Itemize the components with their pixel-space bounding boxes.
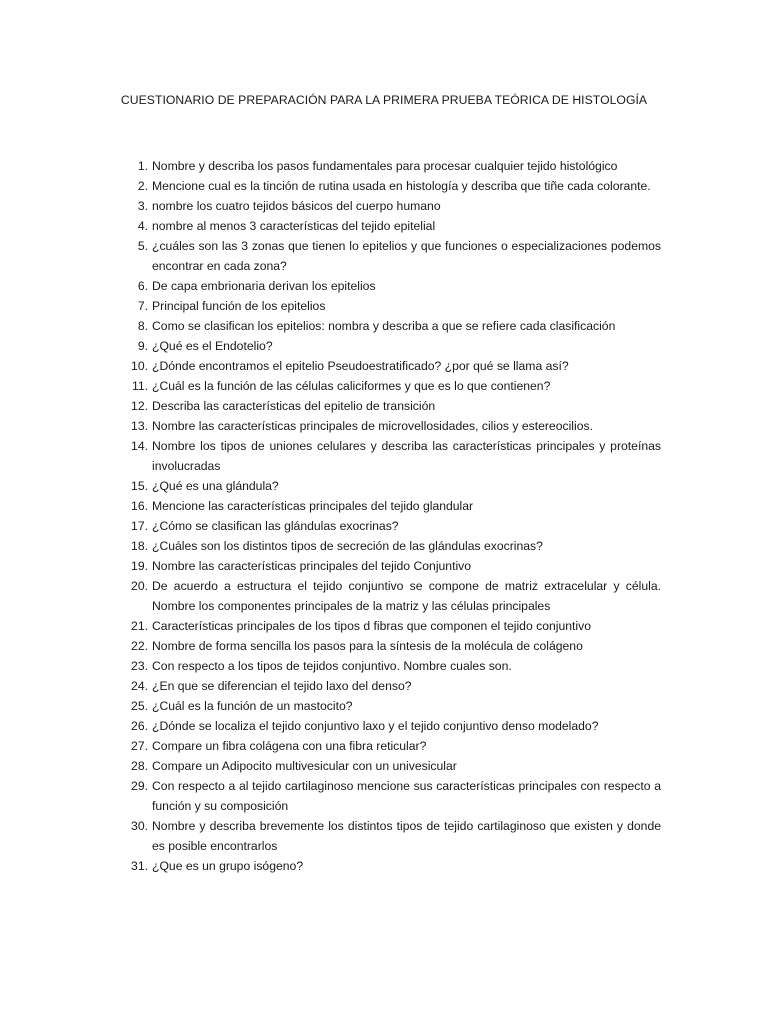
question-text: Compare un Adipocito multivesicular con un univesicular bbox=[152, 759, 457, 773]
question-number: 13. bbox=[131, 419, 148, 433]
question-item bbox=[120, 656, 661, 676]
question-text: ¿Dónde encontramos el epitelio Pseudoestratificado? ¿por qué se llama así? bbox=[152, 359, 569, 373]
question-item bbox=[120, 436, 661, 476]
question-number: 1. bbox=[137, 159, 148, 173]
question-number: 8. bbox=[137, 319, 148, 333]
question-text: nombre los cuatro tejidos básicos del cuerpo humano bbox=[152, 199, 441, 213]
question-item bbox=[120, 716, 661, 736]
question-number: 9. bbox=[137, 339, 148, 353]
question-item bbox=[120, 856, 661, 876]
question-number: 31. bbox=[131, 859, 148, 873]
question-text: Nombre las características principales de microvellosidades, cilios y estereocilios. bbox=[152, 419, 593, 433]
question-number: 4. bbox=[137, 219, 148, 233]
question-number: 22. bbox=[131, 639, 148, 653]
question-item bbox=[120, 476, 661, 496]
question-number: 29. bbox=[131, 779, 148, 793]
question-item bbox=[120, 676, 661, 696]
question-text: Con respecto a al tejido cartilaginoso mencione sus características principales con respecto a función y su composición bbox=[152, 779, 661, 813]
question-item bbox=[120, 556, 661, 576]
question-text: Mencione cual es la tinción de rutina usada en histología y describa que tiñe cada colorante. bbox=[152, 179, 651, 193]
question-number: 24. bbox=[131, 679, 148, 693]
question-text: Características principales de los tipos d fibras que componen el tejido conjuntivo bbox=[152, 619, 591, 633]
question-text: De capa embrionaria derivan los epitelios bbox=[152, 279, 376, 293]
question-item bbox=[120, 376, 661, 396]
question-item bbox=[120, 156, 661, 176]
question-number: 10. bbox=[131, 359, 148, 373]
question-item bbox=[120, 496, 661, 516]
question-number: 26. bbox=[131, 719, 148, 733]
question-item bbox=[120, 776, 661, 816]
question-text: Nombre los tipos de uniones celulares y describa las características principales y proteínas involucradas bbox=[152, 439, 661, 473]
question-text: ¿Que es un grupo isógeno? bbox=[152, 859, 304, 873]
question-item bbox=[120, 576, 661, 616]
question-text: Nombre y describa los pasos fundamentales para procesar cualquier tejido histológico bbox=[152, 159, 618, 173]
question-number: 30. bbox=[131, 819, 148, 833]
question-item bbox=[120, 616, 661, 636]
question-text: Mencione las características principales del tejido glandular bbox=[152, 499, 474, 513]
question-number: 21. bbox=[131, 619, 148, 633]
question-item bbox=[120, 416, 661, 436]
question-item bbox=[120, 756, 661, 776]
question-number: 16. bbox=[131, 499, 148, 513]
question-item bbox=[120, 356, 661, 376]
question-number: 18. bbox=[131, 539, 148, 553]
question-list bbox=[120, 156, 661, 876]
question-text: Nombre las características principales del tejido Conjuntivo bbox=[152, 559, 472, 573]
question-item bbox=[120, 636, 661, 656]
question-item bbox=[120, 336, 661, 356]
question-text: Como se clasifican los epitelios: nombra y describa a que se refiere cada clasificación bbox=[152, 319, 616, 333]
question-text: ¿Cuál es la función de un mastocito? bbox=[152, 699, 353, 713]
question-text: ¿En que se diferencian el tejido laxo del denso? bbox=[152, 679, 412, 693]
question-number: 19. bbox=[131, 559, 148, 573]
question-item bbox=[120, 816, 661, 856]
question-number: 12. bbox=[131, 399, 148, 413]
question-item bbox=[120, 216, 661, 236]
question-number: 27. bbox=[131, 739, 148, 753]
question-text: De acuerdo a estructura el tejido conjuntivo se compone de matriz extracelular y célula. Nombre los componentes principales de la matriz y las células principales bbox=[152, 579, 661, 613]
question-number: 20. bbox=[131, 579, 148, 593]
question-number: 25. bbox=[131, 699, 148, 713]
question-item bbox=[120, 516, 661, 536]
question-text: nombre al menos 3 características del tejido epitelial bbox=[152, 219, 436, 233]
question-text: Nombre y describa brevemente los distintos tipos de tejido cartilaginoso que existen y donde es posible encontrarlos bbox=[152, 819, 661, 853]
question-number: 15. bbox=[131, 479, 148, 493]
question-text: ¿cuáles son las 3 zonas que tienen lo epitelios y que funciones o especializaciones podemos encontrar en cada zona? bbox=[152, 239, 661, 273]
question-number: 3. bbox=[137, 199, 148, 213]
question-item bbox=[120, 296, 661, 316]
question-number: 23. bbox=[131, 659, 148, 673]
question-text: ¿Qué es el Endotelio? bbox=[152, 339, 273, 353]
question-item bbox=[120, 736, 661, 756]
question-number: 5. bbox=[137, 239, 148, 253]
question-number: 14. bbox=[131, 439, 148, 453]
question-number: 6. bbox=[137, 279, 148, 293]
question-text: ¿Dónde se localiza el tejido conjuntivo laxo y el tejido conjuntivo denso modelado? bbox=[152, 719, 599, 733]
question-number: 17. bbox=[131, 519, 148, 533]
question-item bbox=[120, 696, 661, 716]
question-item bbox=[120, 176, 661, 196]
question-number: 2. bbox=[137, 179, 148, 193]
question-item bbox=[120, 276, 661, 296]
question-text: Principal función de los epitelios bbox=[152, 299, 326, 313]
question-text: Con respecto a los tipos de tejidos conjuntivo. Nombre cuales son. bbox=[152, 659, 512, 673]
question-number: 7. bbox=[137, 299, 148, 313]
question-text: Nombre de forma sencilla los pasos para la síntesis de la molécula de colágeno bbox=[152, 639, 583, 653]
question-number: 11. bbox=[131, 379, 148, 393]
question-number: 28. bbox=[131, 759, 148, 773]
question-text: Describa las características del epitelio de transición bbox=[152, 399, 436, 413]
question-text: ¿Cómo se clasifican las glándulas exocrinas? bbox=[152, 519, 399, 533]
question-text: ¿Qué es una glándula? bbox=[152, 479, 279, 493]
question-item bbox=[120, 396, 661, 416]
document-title: CUESTIONARIO DE PREPARACIÓN PARA LA PRIMERA PRUEBA TEÓRICA DE HISTOLOGÍA bbox=[120, 93, 648, 107]
question-item bbox=[120, 196, 661, 216]
question-text: ¿Cuáles son los distintos tipos de secreción de las glándulas exocrinas? bbox=[152, 539, 543, 553]
question-item bbox=[120, 536, 661, 556]
question-item bbox=[120, 316, 661, 336]
question-item bbox=[120, 236, 661, 276]
question-text: Compare un fibra colágena con una fibra reticular? bbox=[152, 739, 427, 753]
question-text: ¿Cuál es la función de las células caliciformes y que es lo que contienen? bbox=[152, 379, 551, 393]
